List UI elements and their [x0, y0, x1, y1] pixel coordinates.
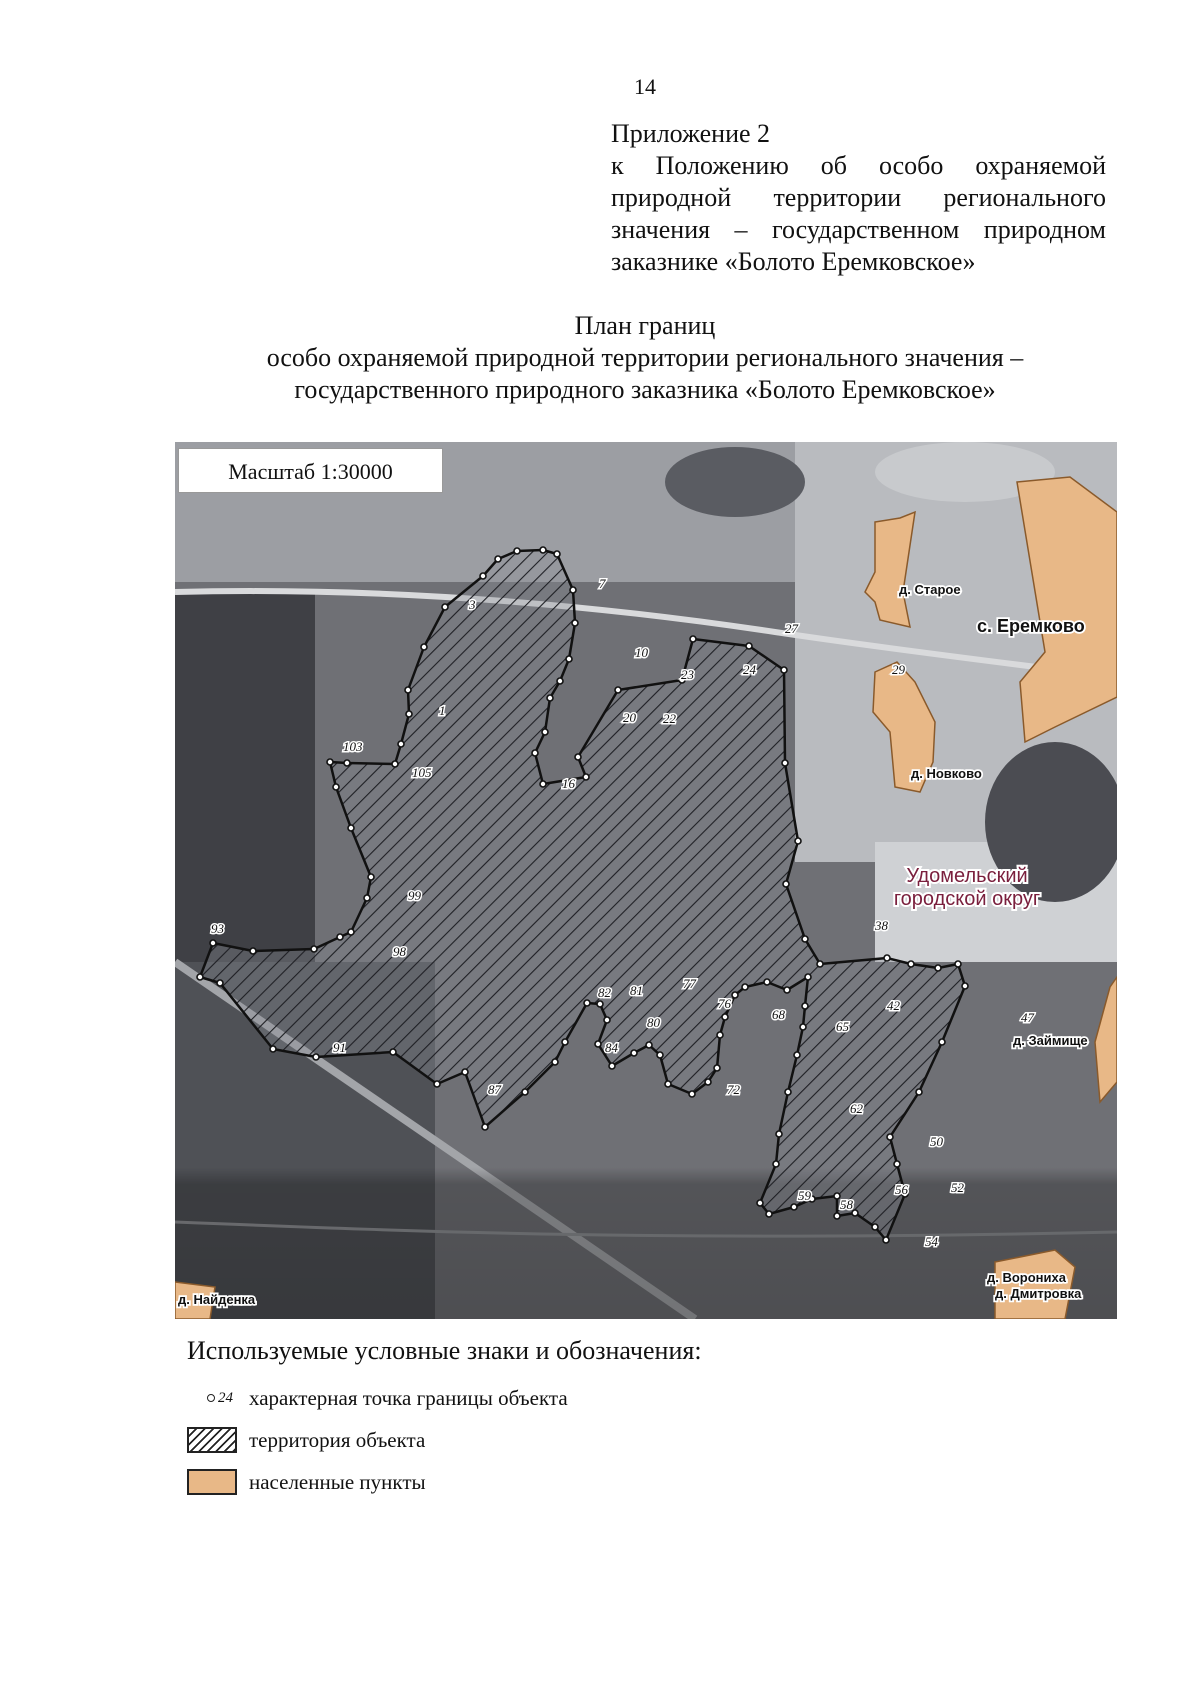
- legend-title: Используемые условные знаки и обозначения:: [187, 1336, 702, 1365]
- point-label-77: 77: [683, 976, 696, 991]
- point-label-105: 105: [412, 765, 432, 780]
- boundary-point-icon: [207, 1394, 215, 1402]
- point-label-91: 91: [333, 1040, 346, 1055]
- scale-label: Масштаб 1:30000: [178, 448, 443, 493]
- point-label-23: 23: [681, 667, 694, 682]
- point-label-24: 24: [743, 662, 756, 677]
- place-label-eremkovo: с. Еремково: [977, 616, 1085, 636]
- point-label-65: 65: [836, 1019, 849, 1034]
- point-label-29: 29: [892, 662, 905, 677]
- point-label-20: 20: [623, 710, 636, 725]
- point-label-58: 58: [840, 1197, 853, 1212]
- appendix-header: [611, 118, 1106, 278]
- point-label-52: 52: [951, 1180, 964, 1195]
- point-label-93: 93: [211, 921, 224, 936]
- place-label-zaimishche: д. Займище: [1013, 1033, 1088, 1048]
- legend-point-sample: [187, 1390, 249, 1407]
- point-label-84: 84: [605, 1040, 618, 1055]
- point-label-62: 62: [850, 1101, 863, 1116]
- legend-item-settlements: [187, 1467, 426, 1497]
- plan-title-line1: План границ: [574, 311, 716, 340]
- plan-title: [120, 310, 1170, 406]
- point-label-3: 3: [469, 597, 476, 612]
- settlement-swatch-icon: [187, 1469, 237, 1495]
- point-label-103: 103: [343, 739, 363, 754]
- point-label-56: 56: [895, 1182, 908, 1197]
- legend-point-number: 24: [218, 1389, 233, 1406]
- place-label-staroe: д. Старое: [899, 582, 961, 597]
- legend-territory-label: территория объекта: [249, 1427, 426, 1452]
- point-label-7: 7: [599, 576, 606, 591]
- legend-point-label: характерная точка границы объекта: [249, 1385, 568, 1410]
- hatch-swatch-icon: [187, 1427, 237, 1453]
- legend-settlements-label: населенные пункты: [249, 1469, 426, 1494]
- boundary-map[interactable]: [175, 442, 1117, 1319]
- point-label-98: 98: [393, 944, 406, 959]
- place-label-naidenka: д. Найденка: [178, 1292, 256, 1307]
- point-label-59: 59: [798, 1188, 811, 1203]
- place-label-voronikha: д. Ворониха: [987, 1270, 1066, 1285]
- point-label-16: 16: [562, 776, 575, 791]
- point-label-27: 27: [785, 621, 798, 636]
- point-label-50: 50: [930, 1134, 943, 1149]
- point-label-1: 1: [439, 703, 446, 718]
- appendix-text: к Положению об особо охраняемой природной территории регионального значения – государственном природном заказнике «Болото Еремковское»: [611, 151, 1106, 276]
- point-label-82: 82: [598, 985, 611, 1000]
- point-label-22: 22: [663, 711, 676, 726]
- plan-title-line2: особо охраняемой природной территории регионального значения –: [266, 343, 1024, 372]
- appendix-title: Приложение 2: [611, 119, 771, 148]
- point-label-81: 81: [630, 983, 643, 998]
- point-label-76: 76: [718, 996, 731, 1011]
- district-label-line1: Удомельский: [906, 865, 1028, 887]
- place-label-dmitrovka: д. Дмитровка: [995, 1286, 1082, 1301]
- legend-item-point: [187, 1383, 568, 1413]
- legend-item-territory: [187, 1425, 425, 1455]
- district-label-line2: городской округ: [893, 888, 1041, 910]
- page-number: 14: [634, 74, 656, 99]
- point-label-54: 54: [925, 1234, 938, 1249]
- point-label-72: 72: [727, 1082, 740, 1097]
- point-label-68: 68: [772, 1007, 785, 1022]
- point-label-38: 38: [875, 918, 888, 933]
- point-label-80: 80: [647, 1015, 660, 1030]
- district-label: [894, 865, 1040, 910]
- plan-title-line3: государственного природного заказника «Болото Еремковское»: [294, 375, 996, 404]
- place-label-novkovo: д. Новково: [911, 766, 982, 781]
- point-label-47: 47: [1021, 1010, 1034, 1025]
- point-label-87: 87: [488, 1082, 501, 1097]
- point-label-99: 99: [408, 888, 421, 903]
- point-label-10: 10: [635, 645, 648, 660]
- point-label-42: 42: [887, 998, 900, 1013]
